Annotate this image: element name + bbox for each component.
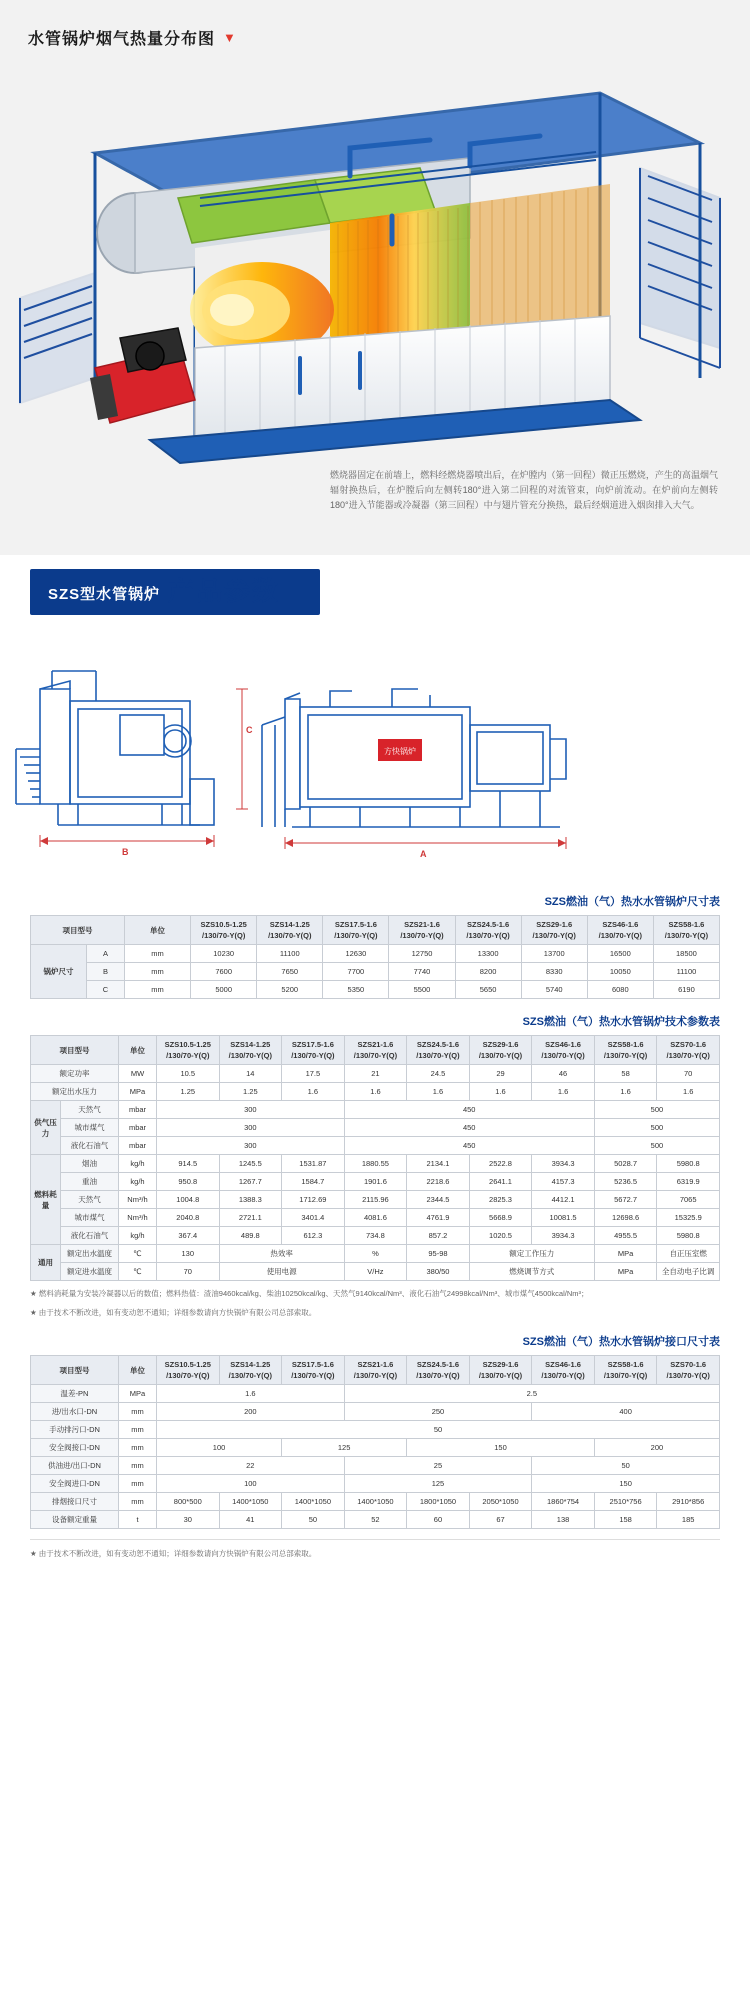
row-label: 烟油 (61, 1155, 119, 1173)
cell: 1.6 (344, 1083, 407, 1101)
cell: 3401.4 (282, 1209, 345, 1227)
cell: 7740 (389, 963, 455, 981)
cell: 22 (157, 1457, 345, 1475)
cell: 1400*1050 (282, 1493, 345, 1511)
col-m2: SZS17.5-1.6 /130/70-Y(Q) (282, 1036, 345, 1065)
row-unit: kg/h (119, 1155, 157, 1173)
cell: 125 (282, 1439, 407, 1457)
table-row (31, 1245, 720, 1263)
row-unit: mm (119, 1421, 157, 1439)
cell: 450 (344, 1101, 594, 1119)
group-label-fuel: 燃料耗量 (31, 1155, 61, 1245)
cell: 5500 (389, 981, 455, 999)
table-row (31, 1209, 720, 1227)
page-title-text: 水管锅炉烟气热量分布图 (28, 31, 216, 48)
cell: 4157.3 (532, 1173, 595, 1191)
col-unit: 单位 (125, 916, 191, 945)
table-row (31, 1421, 720, 1439)
cell: 70 (157, 1263, 220, 1281)
cell: 300 (157, 1119, 345, 1137)
cell: 5028.7 (594, 1155, 657, 1173)
col-unit: 单位 (119, 1356, 157, 1385)
cell: 300 (157, 1101, 345, 1119)
dim-b-label: B (122, 847, 129, 857)
cell: 1901.6 (344, 1173, 407, 1191)
cell: 1531.87 (282, 1155, 345, 1173)
cell: 1880.55 (344, 1155, 407, 1173)
col-m2: SZS17.5-1.6 /130/70-Y(Q) (282, 1356, 345, 1385)
cell: 7600 (191, 963, 257, 981)
cell: 7650 (257, 963, 323, 981)
hero-description: 燃烧器固定在前墙上，燃料经燃烧器喷出后，在炉膛内（第一回程）微正压燃烧，产生的高温烟气辐射换热后，在炉膛后向左侧转180°进入第二回程的对流管束，向炉前流动。在炉前向左侧转180°进入节能器或冷凝器（第三回程）中与翅片管充分换热，最后经烟道进入烟囱排入大气。 (330, 470, 718, 510)
cell: 燃烧调节方式 (469, 1263, 594, 1281)
col-m0: SZS10.5-1.25 /130/70-Y(Q) (157, 1356, 220, 1385)
row-unit: mbar (119, 1101, 157, 1119)
table-row (31, 1137, 720, 1155)
row-unit: mm (119, 1475, 157, 1493)
table-header-row (31, 916, 720, 945)
cell: 5980.8 (657, 1227, 720, 1245)
cell: 4761.9 (407, 1209, 470, 1227)
cell: 450 (344, 1137, 594, 1155)
cell: 17.5 (282, 1065, 345, 1083)
row-unit: mbar (119, 1119, 157, 1137)
cell: 150 (532, 1475, 720, 1493)
size-group-label: 锅炉尺寸 (31, 945, 87, 999)
row-unit-a: mm (125, 945, 191, 963)
cell: 5672.7 (594, 1191, 657, 1209)
row-label: 城市煤气 (61, 1119, 119, 1137)
cell: 1.25 (157, 1083, 220, 1101)
table-row (31, 1439, 720, 1457)
group-label-gas-pressure: 供气压力 (31, 1101, 61, 1155)
cell: 全自动电子比调 (657, 1263, 720, 1281)
cell: 95-98 (407, 1245, 470, 1263)
cell: 7700 (323, 963, 389, 981)
row-unit: MPa (119, 1083, 157, 1101)
col-model: 项目型号 (31, 1036, 119, 1065)
row-label: 城市煤气 (61, 1209, 119, 1227)
cell: 3934.3 (532, 1227, 595, 1245)
cell: 2050*1050 (469, 1493, 532, 1511)
cell: 1.6 (469, 1083, 532, 1101)
cell: 1.6 (157, 1385, 345, 1403)
cell: 950.8 (157, 1173, 220, 1191)
col-m6: SZS46-1.6 /130/70-Y(Q) (532, 1356, 595, 1385)
cell: 200 (594, 1439, 719, 1457)
cell: 500 (594, 1119, 719, 1137)
cell: 3934.3 (532, 1155, 595, 1173)
cell: 50 (532, 1457, 720, 1475)
cell: 50 (157, 1421, 720, 1439)
cell: 1584.7 (282, 1173, 345, 1191)
row-label: 额定功率 (31, 1065, 119, 1083)
cell: 1800*1050 (407, 1493, 470, 1511)
cell: MPa (594, 1263, 657, 1281)
row-unit-b: mm (125, 963, 191, 981)
cell: 2344.5 (407, 1191, 470, 1209)
cell: 2910*856 (657, 1493, 720, 1511)
cell: 7065 (657, 1191, 720, 1209)
row-unit: t (119, 1511, 157, 1529)
col-m4: SZS24.5-1.6 /130/70-Y(Q) (407, 1356, 470, 1385)
cell: 2.5 (344, 1385, 719, 1403)
cell: 29 (469, 1065, 532, 1083)
page-footnote: ★ 由于技术不断改进，如有变动恕不通知；详细参数请向方快锅炉有限公司总部索取。 (30, 1539, 720, 1559)
port-table-caption: SZS燃油（气）热水水管锅炉接口尺寸表 (522, 1336, 720, 1348)
cell: 1.6 (594, 1083, 657, 1101)
row-label: 天然气 (61, 1191, 119, 1209)
cell: 1400*1050 (219, 1493, 282, 1511)
cell: 热效率 (219, 1245, 344, 1263)
cell: 5236.5 (594, 1173, 657, 1191)
cell: 5000 (191, 981, 257, 999)
col-m1: SZS14-1.25 /130/70-Y(Q) (219, 1356, 282, 1385)
cell: 18500 (653, 945, 719, 963)
table-row (31, 1511, 720, 1529)
table-row (31, 981, 720, 999)
cell: 1.25 (219, 1083, 282, 1101)
col-m3: SZS21-1.6 /130/70-Y(Q) (344, 1356, 407, 1385)
row-unit: Nm³/h (119, 1209, 157, 1227)
row-label: 天然气 (61, 1101, 119, 1119)
col-m5: SZS29-1.6 /130/70-Y(Q) (521, 916, 587, 945)
row-label: 安全阀进口-DN (31, 1475, 119, 1493)
cell: 100 (157, 1475, 345, 1493)
tech-table-wrap (30, 1013, 720, 1319)
size-table-caption: SZS燃油（气）热水水管锅炉尺寸表 (544, 896, 720, 908)
row-label: 额定出水压力 (31, 1083, 119, 1101)
row-unit: mm (119, 1439, 157, 1457)
port-table-wrap (30, 1333, 720, 1529)
table-row (31, 1065, 720, 1083)
table-row (31, 1191, 720, 1209)
row-label: 供油进/出口-DN (31, 1457, 119, 1475)
row-label: 液化石油气 (61, 1227, 119, 1245)
technical-drawings (0, 629, 750, 879)
size-table (30, 915, 720, 999)
table-row (31, 1385, 720, 1403)
dim-c-label: C (246, 725, 253, 735)
page-title (28, 26, 237, 49)
tech-note-1: ★ 燃料消耗量为安装冷凝器以后的数值；燃料热值：渣油9460kcal/kg、柴油10250kcal/kg、天然气9140kcal/Nm³、液化石油气24998kcal/Nm³、城市煤气4500kcal/Nm³； (30, 1289, 589, 1298)
cell: 2522.8 (469, 1155, 532, 1173)
cell: 额定工作压力 (469, 1245, 594, 1263)
tech-table-caption: SZS燃油（气）热水水管锅炉技术参数表 (522, 1016, 720, 1028)
cell: 734.8 (344, 1227, 407, 1245)
cell: % (344, 1245, 407, 1263)
col-m2: SZS17.5-1.6 /130/70-Y(Q) (323, 916, 389, 945)
cell: 158 (594, 1511, 657, 1529)
cell: 使用电源 (219, 1263, 344, 1281)
cell: 130 (157, 1245, 220, 1263)
row-label: 排烟接口尺寸 (31, 1493, 119, 1511)
cell: 125 (344, 1475, 532, 1493)
cell: 1267.7 (219, 1173, 282, 1191)
cell: 30 (157, 1511, 220, 1529)
row-label: 手动排污口-DN (31, 1421, 119, 1439)
cell: 185 (657, 1511, 720, 1529)
row-unit: Nm³/h (119, 1191, 157, 1209)
cell: 5668.9 (469, 1209, 532, 1227)
row-label-c: C (87, 981, 125, 999)
cell: 15325.9 (657, 1209, 720, 1227)
cell: 1.6 (282, 1083, 345, 1101)
hero-section (0, 0, 750, 555)
col-m0: SZS10.5-1.25 /130/70-Y(Q) (191, 916, 257, 945)
tech-note-2: ★ 由于技术不断改进，如有变动恕不通知；详细参数请向方快锅炉有限公司总部索取。 (30, 1308, 317, 1317)
table-row (31, 1227, 720, 1245)
cell: 1860*754 (532, 1493, 595, 1511)
cell: 800*500 (157, 1493, 220, 1511)
row-unit: mm (119, 1403, 157, 1421)
cell: 1.6 (657, 1083, 720, 1101)
cell: V/Hz (344, 1263, 407, 1281)
cell: 67 (469, 1511, 532, 1529)
col-model: 项目型号 (31, 916, 125, 945)
col-m6: SZS46-1.6 /130/70-Y(Q) (532, 1036, 595, 1065)
cell: 50 (282, 1511, 345, 1529)
cell: 8200 (455, 963, 521, 981)
cell: 1712.69 (282, 1191, 345, 1209)
col-m8: SZS70-1.6 /130/70-Y(Q) (657, 1356, 720, 1385)
cell: 21 (344, 1065, 407, 1083)
row-unit: mm (119, 1457, 157, 1475)
table-row (31, 945, 720, 963)
cell: 857.2 (407, 1227, 470, 1245)
cell: 6080 (587, 981, 653, 999)
cell: 500 (594, 1137, 719, 1155)
cell: 41 (219, 1511, 282, 1529)
table-row (31, 1475, 720, 1493)
col-m3: SZS21-1.6 /130/70-Y(Q) (389, 916, 455, 945)
col-m0: SZS10.5-1.25 /130/70-Y(Q) (157, 1036, 220, 1065)
table-header-row (31, 1036, 720, 1065)
boiler-cutaway-illustration (0, 48, 750, 468)
cell: 138 (532, 1511, 595, 1529)
cell: 13300 (455, 945, 521, 963)
cell: 4955.5 (594, 1227, 657, 1245)
row-unit: mm (119, 1493, 157, 1511)
triangle-icon: ▼ (223, 30, 237, 45)
row-label: 设备额定重量 (31, 1511, 119, 1529)
cell: 250 (344, 1403, 532, 1421)
cell: 14 (219, 1065, 282, 1083)
cell: 100 (157, 1439, 282, 1457)
cell: 额定出水温度 (61, 1245, 119, 1263)
table-row (31, 1403, 720, 1421)
section-header (0, 555, 750, 629)
row-unit-c: mm (125, 981, 191, 999)
cell: 1.6 (532, 1083, 595, 1101)
cell: 2115.96 (344, 1191, 407, 1209)
cell: 10230 (191, 945, 257, 963)
table-row (31, 1101, 720, 1119)
cell: 10.5 (157, 1065, 220, 1083)
cell: 16500 (587, 945, 653, 963)
col-m1: SZS14-1.25 /130/70-Y(Q) (257, 916, 323, 945)
dim-a-label: A (420, 849, 427, 859)
cell: 6319.9 (657, 1173, 720, 1191)
cell: 4412.1 (532, 1191, 595, 1209)
cell: 1245.5 (219, 1155, 282, 1173)
row-label: 温差-PN (31, 1385, 119, 1403)
col-m7: SZS58-1.6 /130/70-Y(Q) (653, 916, 719, 945)
col-m5: SZS29-1.6 /130/70-Y(Q) (469, 1036, 532, 1065)
cell: 11100 (257, 945, 323, 963)
cell: 11100 (653, 963, 719, 981)
cell: 367.4 (157, 1227, 220, 1245)
col-model: 项目型号 (31, 1356, 119, 1385)
col-m7: SZS58-1.6 /130/70-Y(Q) (594, 1356, 657, 1385)
cell: 2641.1 (469, 1173, 532, 1191)
brand-badge: 方快锅炉 (384, 747, 416, 756)
col-m1: SZS14-1.25 /130/70-Y(Q) (219, 1036, 282, 1065)
col-m4: SZS24.5-1.6 /130/70-Y(Q) (455, 916, 521, 945)
cell: 200 (157, 1403, 345, 1421)
cell: 6190 (653, 981, 719, 999)
cell: 12750 (389, 945, 455, 963)
row-label-a: A (87, 945, 125, 963)
cell: 5350 (323, 981, 389, 999)
row-unit: mbar (119, 1137, 157, 1155)
size-table-wrap (30, 893, 720, 999)
cell: 2218.6 (407, 1173, 470, 1191)
row-label: 重油 (61, 1173, 119, 1191)
cell: 5650 (455, 981, 521, 999)
cell: 25 (344, 1457, 532, 1475)
cell: 2510*756 (594, 1493, 657, 1511)
col-unit: 单位 (119, 1036, 157, 1065)
col-m8: SZS70-1.6 /130/70-Y(Q) (657, 1036, 720, 1065)
cell: 60 (407, 1511, 470, 1529)
cell: 612.3 (282, 1227, 345, 1245)
table-row (31, 1155, 720, 1173)
cell: 914.5 (157, 1155, 220, 1173)
cell: 70 (657, 1065, 720, 1083)
cell: MPa (594, 1245, 657, 1263)
cell: 8330 (521, 963, 587, 981)
row-label: 安全阀接口-DN (31, 1439, 119, 1457)
cell: 400 (532, 1403, 720, 1421)
cell: ℃ (119, 1263, 157, 1281)
cell: 额定进水温度 (61, 1263, 119, 1281)
cell: 2040.8 (157, 1209, 220, 1227)
cell: 自正压室燃 (657, 1245, 720, 1263)
cell: 1388.3 (219, 1191, 282, 1209)
row-unit: MW (119, 1065, 157, 1083)
section-tag-label: SZS型水管锅炉 (48, 586, 161, 603)
cell: 58 (594, 1065, 657, 1083)
cell: 1004.8 (157, 1191, 220, 1209)
cell: 450 (344, 1119, 594, 1137)
table-row (31, 1457, 720, 1475)
cell: 12630 (323, 945, 389, 963)
cell: 1020.5 (469, 1227, 532, 1245)
cell: 1400*1050 (344, 1493, 407, 1511)
cell: 1.6 (407, 1083, 470, 1101)
cell: 2721.1 (219, 1209, 282, 1227)
section-title: 产品参数 (168, 576, 281, 606)
table-row (31, 1173, 720, 1191)
cell: 5200 (257, 981, 323, 999)
cell: 380/50 (407, 1263, 470, 1281)
cell: 4081.6 (344, 1209, 407, 1227)
col-m5: SZS29-1.6 /130/70-Y(Q) (469, 1356, 532, 1385)
cell: 2134.1 (407, 1155, 470, 1173)
row-label: 进/出水口-DN (31, 1403, 119, 1421)
col-m6: SZS46-1.6 /130/70-Y(Q) (587, 916, 653, 945)
table-row (31, 1119, 720, 1137)
table-row (31, 1493, 720, 1511)
cell: 300 (157, 1137, 345, 1155)
cell: 24.5 (407, 1065, 470, 1083)
row-label: 液化石油气 (61, 1137, 119, 1155)
table-row (31, 963, 720, 981)
cell: 46 (532, 1065, 595, 1083)
cell: 52 (344, 1511, 407, 1529)
cell: 2825.3 (469, 1191, 532, 1209)
cell: 12698.6 (594, 1209, 657, 1227)
port-table (30, 1355, 720, 1529)
col-m7: SZS58-1.6 /130/70-Y(Q) (594, 1036, 657, 1065)
table-header-row (31, 1356, 720, 1385)
cell: 489.8 (219, 1227, 282, 1245)
cell: 13700 (521, 945, 587, 963)
col-m3: SZS21-1.6 /130/70-Y(Q) (344, 1036, 407, 1065)
row-unit: kg/h (119, 1227, 157, 1245)
cell: 500 (594, 1101, 719, 1119)
table-row (31, 1083, 720, 1101)
cell: 150 (407, 1439, 595, 1457)
row-unit: MPa (119, 1385, 157, 1403)
cell: 10050 (587, 963, 653, 981)
cell: 5740 (521, 981, 587, 999)
row-unit: kg/h (119, 1173, 157, 1191)
row-label-b: B (87, 963, 125, 981)
group-label-common: 通用 (31, 1245, 61, 1281)
cell: 5980.8 (657, 1155, 720, 1173)
tech-table (30, 1035, 720, 1281)
cell: 10081.5 (532, 1209, 595, 1227)
cell: ℃ (119, 1245, 157, 1263)
table-row (31, 1263, 720, 1281)
col-m4: SZS24.5-1.6 /130/70-Y(Q) (407, 1036, 470, 1065)
